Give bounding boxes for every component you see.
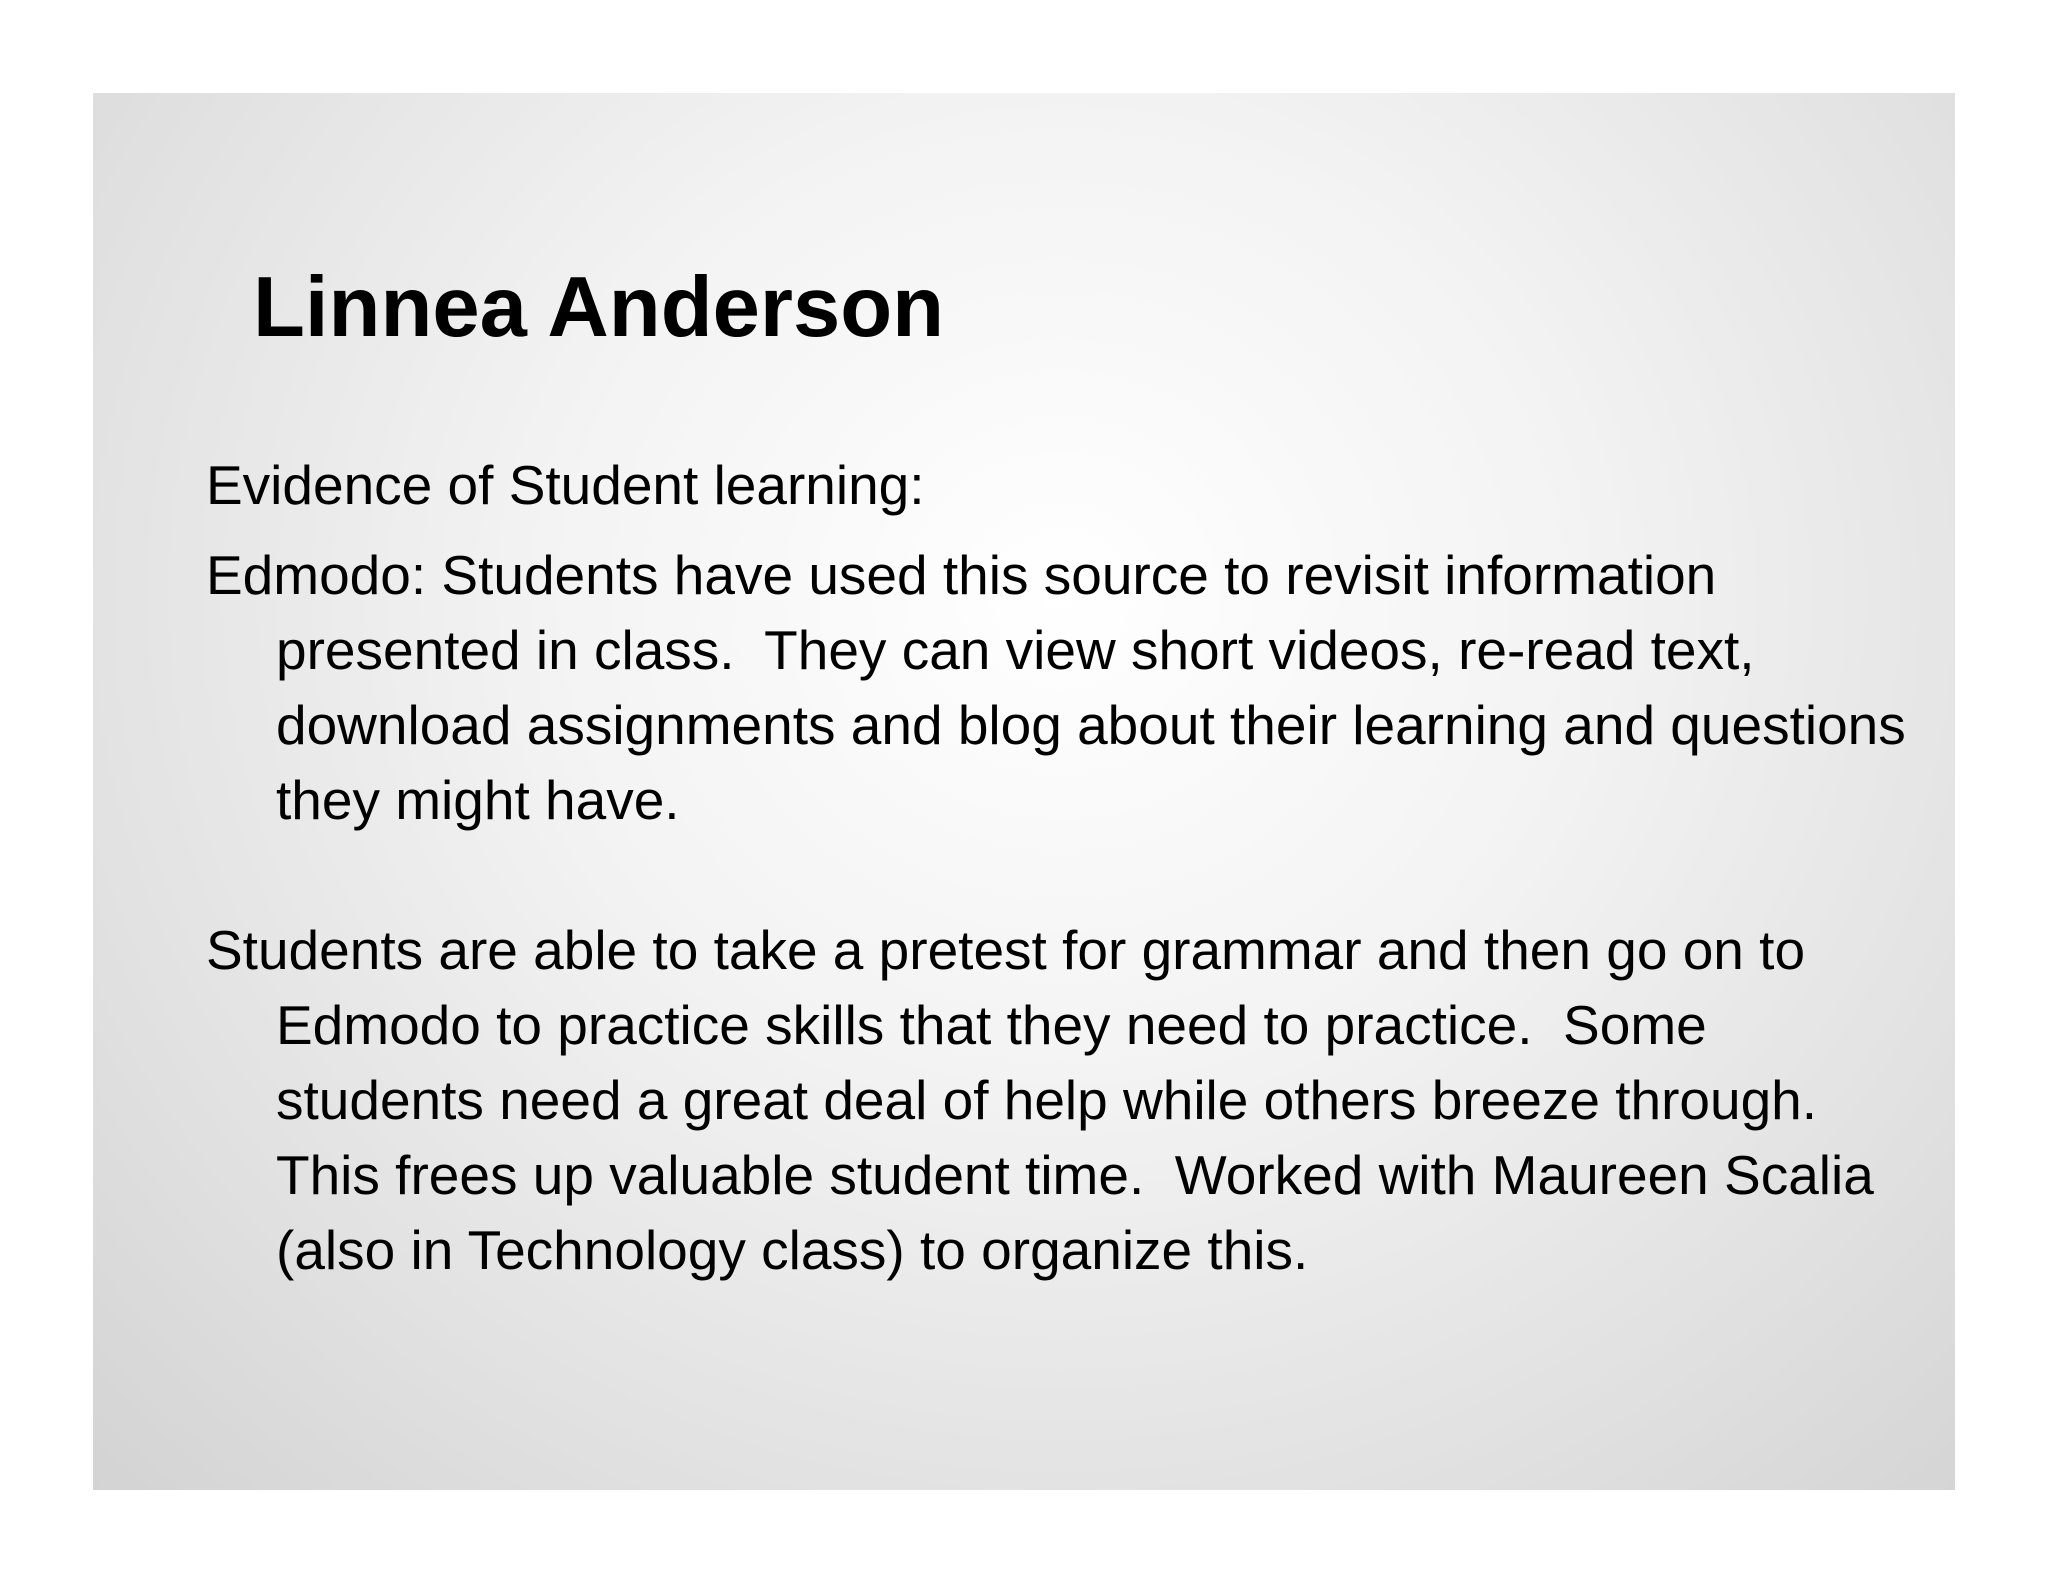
body-paragraph-heading: Evidence of Student learning:	[206, 454, 925, 516]
body-paragraph-pretest: Students are able to take a pretest for grammar and then go on to Edmodo to practice skills that they need to practice. Some students need a great deal of help while others breeze through. This frees up valuable student time. Worked with Maureen Scalia (also in Technology class) to organize this.	[206, 919, 1890, 1281]
body-paragraph-edmodo: Edmodo: Students have used this source to revisit information presented in class. They can view short videos, re-read text, download assignments and blog about their learning and questions they might have.	[206, 544, 1922, 831]
slide-title: Linnea Anderson	[253, 260, 945, 355]
slide-body	[206, 448, 1922, 1303]
slide	[93, 93, 1955, 1490]
